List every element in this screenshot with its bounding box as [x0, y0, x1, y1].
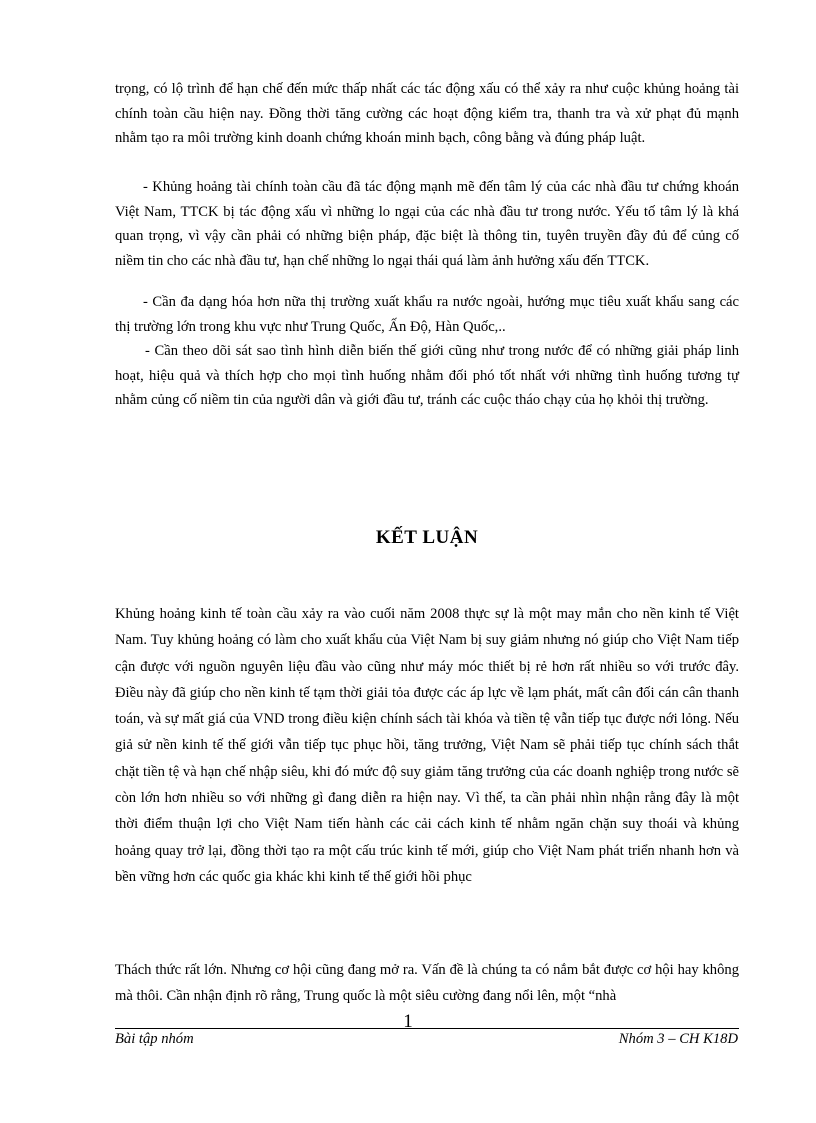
- conclusion-paragraph-1: Khủng hoảng kinh tế toàn cầu xảy ra vào cuối năm 2008 thực sự là một may mắn cho nền kinh tế Việt Nam. Tuy khủng hoảng có làm cho xuất khẩu của Việt Nam bị suy giảm nhưng nó giúp cho Việt Nam tiếp cận được với nguồn nguyên liệu đầu vào cũng như máy móc thiết bị rẻ hơn rất nhiều so với trước đây. Điều này đã giúp cho nền kinh tế tạm thời giải tỏa được các áp lực về lạm phát, mất cân đối cán cân thanh toán, và sự mất giá của VND trong điều kiện chính sách tài khóa và tiền tệ vẫn tiếp tục được nới lỏng. Nếu giả sử nền kinh tế thế giới vẫn tiếp tục phục hồi, tăng trưởng, Việt Nam sẽ phải tiếp tục chính sách thắt chặt tiền tệ và hạn chế nhập siêu, khi đó mức độ suy giảm tăng trưởng của các doanh nghiệp trong nước sẽ còn lớn hơn nhiều so với những gì đang diễn ra hiện nay. Vì thế, ta cần phải nhìn nhận rằng đây là một thời điểm thuận lợi cho Việt Nam tiến hành các cải cách kinh tế nhằm ngăn chặn suy thoái và khủng hoảng quay trở lại, đồng thời tạo ra một cấu trúc kinh tế mới, giúp cho Việt Nam phát triển nhanh hơn và bền vững hơn các quốc gia khác khi kinh tế thế giới hồi phục: [115, 606, 739, 885]
- page-number: 1: [403, 1011, 413, 1032]
- footer-left-text: Bài tập nhóm: [115, 1031, 194, 1047]
- paragraph-investor-psychology: - Khủng hoảng tài chính toàn cầu đã tác động mạnh mẽ đến tâm lý của các nhà đầu tư chứng khoán Việt Nam, TTCK bị tác động xấu vì những lo ngại của các nhà đầu tư trong nước. Yếu tố tâm lý là khá quan trọng, vì vậy cần phải có những biện pháp, đặc biệt là thông tin, tuyên truyền đầy đủ để củng cố niềm tin cho các nhà đầu tư, hạn chế những lo ngại thái quá làm ảnh hưởng xấu đến TTCK.: [115, 179, 739, 269]
- conclusion-paragraph-2: Thách thức rất lớn. Nhưng cơ hội cũng đang mở ra. Vấn đề là chúng ta có nắm bắt được cơ hội hay không mà thôi. Cần nhận định rõ rằng, Trung quốc là một siêu cường đang nổi lên, một “nhà: [115, 962, 739, 1005]
- footer-divider: [115, 1028, 739, 1029]
- paragraph-regulation: trọng, có lộ trình để hạn chế đến mức thấp nhất các tác động xấu có thể xảy ra như cuộc khủng hoảng tài chính toàn cầu hiện nay. Đồng thời tăng cường các hoạt động kiểm tra, thanh tra và xử phạt đủ mạnh nhằm tạo ra môi trường kinh doanh chứng khoán minh bạch, công bằng và đúng pháp luật.: [115, 81, 739, 146]
- paragraph-monitoring: - Cần theo dõi sát sao tình hình diễn biến thế giới cũng như trong nước để có những giải pháp linh hoạt, hiệu quả và thích hợp cho mọi tình huống nhằm đối phó tốt nhất với những tình huống tương tự nhằm củng cố niềm tin của người dân và giới đầu tư, tránh các cuộc tháo chạy của họ khỏi thị trường.: [115, 343, 739, 408]
- paragraph-export-diversification: - Cần đa dạng hóa hơn nữa thị trường xuất khẩu ra nước ngoài, hướng mục tiêu xuất khẩu sang các thị trường lớn trong khu vực như Trung Quốc, Ấn Độ, Hàn Quốc,..: [115, 294, 739, 335]
- section-heading-conclusion: KẾT LUẬN: [375, 527, 479, 548]
- footer-right-text: Nhóm 3 – CH K18D: [618, 1031, 738, 1047]
